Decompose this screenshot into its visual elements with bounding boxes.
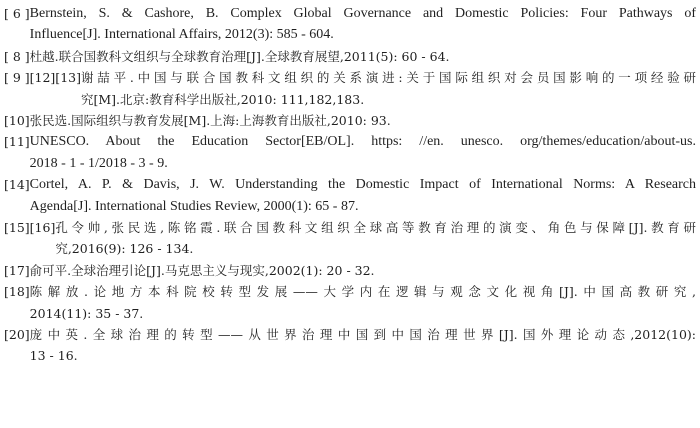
- reference-number: [17]: [4, 262, 30, 278]
- reference-text: [81, 67, 696, 110]
- reference-text: [30, 46, 696, 67]
- reference-entry: [4, 260, 696, 281]
- reference-line: 陈解放.论地方本科院校转型发展——大学内在逻辑与观念文化视角[J].中国高教研究,: [29, 284, 696, 300]
- reference-line: 杜越.联合国教科文组织与全球教育治理[J].全球教育展望,2011(5): 60 - 64.: [29, 48, 450, 64]
- reference-number: [10]: [4, 112, 30, 128]
- reference-entry: [4, 67, 696, 110]
- reference-line: 究[M].北京:教育科学出版社,2010: 111,182,183.: [80, 91, 365, 107]
- reference-line: 究,2016(9): 126 - 134.: [55, 241, 194, 257]
- reference-list: [4, 3, 696, 367]
- reference-line: 2014(11): 35 - 37.: [29, 305, 144, 321]
- reference-line: 俞可平.全球治理引论[J].马克思主义与现实,2002(1): 20 - 32.: [29, 262, 375, 278]
- reference-number: [20]: [4, 326, 30, 342]
- reference-entry: [4, 281, 696, 324]
- reference-line: 2018 - 1 - 1/2018 - 3 - 9.: [29, 155, 168, 171]
- reference-line: Bernstein, S. & Cashore, B. Complex Global Governance and Domestic Policies: Four Pathways of: [29, 6, 696, 21]
- reference-line: Cortel, A. P. & Davis, J. W. Understanding the Domestic Impact of International Norms: A Research: [29, 177, 696, 193]
- reference-entry: [4, 110, 696, 131]
- reference-line: 张民选.国际组织与教育发展[M].上海:上海教育出版社,2010: 93.: [29, 112, 391, 128]
- reference-text: [30, 3, 696, 46]
- reference-number: [11]: [4, 134, 30, 150]
- reference-text: [30, 174, 696, 217]
- reference-line: Agenda[J]. International Studies Review, 2000(1): 65 - 87.: [29, 198, 359, 214]
- reference-entry: [4, 324, 696, 367]
- reference-number: [18]: [4, 284, 30, 300]
- reference-number: [14]: [4, 177, 30, 193]
- reference-text: [55, 217, 696, 260]
- reference-text: [30, 131, 696, 174]
- reference-line: 谢喆平.中国与联合国教科文组织的关系演进:关于国际组织对会员国影响的一项经验研: [80, 70, 696, 86]
- reference-line: 孔令帅,张民选,陈铭霞.联合国教科文组织全球高等教育治理的演变、角色与保障[J].教育研: [55, 219, 696, 235]
- reference-text: [30, 324, 696, 367]
- reference-line: 庞中英.全球治理的转型——从世界治理中国到中国治理世界[J].国外理论动态,2012(10):: [29, 326, 696, 342]
- reference-line: Influence[J]. International Affairs, 2012(3): 585 - 604.: [29, 27, 334, 43]
- reference-number: [ 8 ]: [4, 48, 30, 64]
- reference-entry: [4, 46, 696, 67]
- reference-entry: [4, 174, 696, 217]
- reference-line: 13 - 16.: [29, 348, 78, 364]
- reference-number: [15][16]: [4, 219, 56, 235]
- reference-entry: [4, 131, 696, 174]
- reference-text: [30, 260, 696, 281]
- reference-number: [ 9 ][12][13]: [4, 70, 81, 86]
- reference-line: UNESCO. About the Education Sector[EB/OL]. https: //en. unesco. org/themes/education/about-us.: [29, 134, 696, 150]
- reference-number: [ 6 ]: [4, 6, 30, 21]
- reference-text: [30, 281, 696, 324]
- reference-entry: [4, 217, 696, 260]
- reference-entry: [4, 3, 696, 46]
- reference-text: [30, 110, 696, 131]
